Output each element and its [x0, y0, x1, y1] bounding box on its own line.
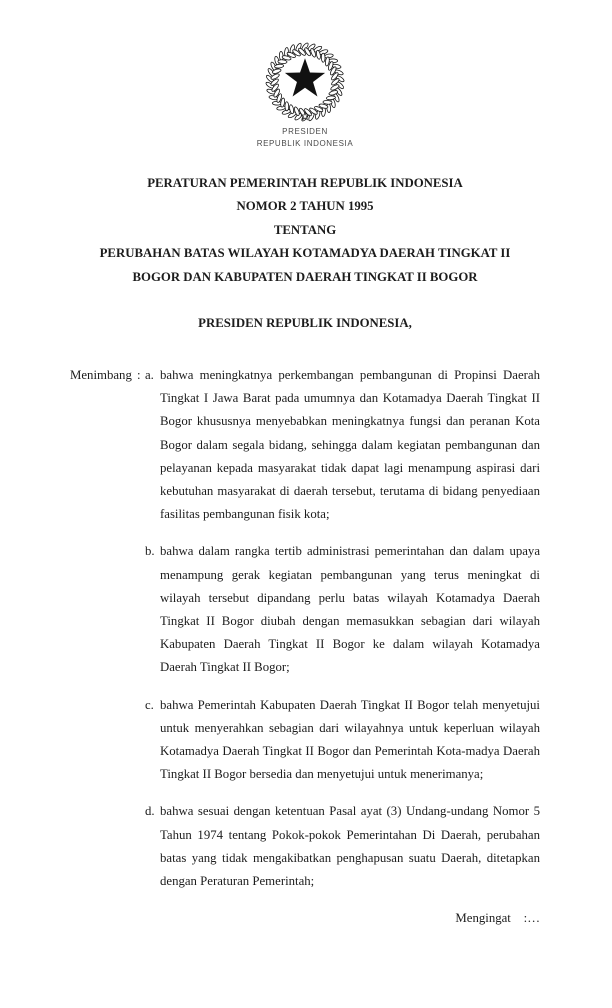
considerations-list: [145, 364, 540, 893]
presidential-emblem: [70, 38, 540, 150]
considerations-section: [70, 364, 540, 893]
salutation: PRESIDEN REPUBLIK INDONESIA,: [198, 316, 412, 331]
item-text: bahwa sesuai dengan ketentuan Pasal ayat (3) Undang-undang Nomor 5 Tahun 1974 tentang Pokok-pokok Pemerintahan Di Daerah, perubahan batas yang tidak mengakibatkan penghapusan suatu Daerah, ditetapkan dengan Peraturan Pemerintah;: [160, 804, 540, 889]
title-line-regulation: PERATURAN PEMERINTAH REPUBLIK INDONESIA: [147, 176, 463, 190]
item-marker: a.: [145, 368, 154, 383]
page-continuation-catchword: Mengingat :…: [455, 911, 540, 926]
title-line-number: NOMOR 2 TAHUN 1995: [236, 199, 374, 214]
document-title: [70, 172, 540, 289]
clause-colon: :: [137, 368, 141, 383]
item-marker: c.: [145, 697, 154, 712]
item-text: bahwa dalam rangka tertib administrasi pemerintahan dan dalam upaya menampung gerak kegiatan pembangunan yang terus meningkat di wilayah tersebut dipandang perlu batas wilayah Kotamadya Daerah Tingkat II Bogor diubah dengan memasukkan sebagian dari wilayah Kabupaten Daerah Tingkat II Bogor ke dalam wilayah Kotamadya Daerah Tingkat II Bogor;: [160, 544, 540, 675]
title-line-tentang: TENTANG: [273, 222, 337, 237]
star-icon: [285, 58, 325, 96]
item-text: bahwa meningkatnya perkembangan pembangunan di Propinsi Daerah Tingkat I Jawa Barat pada umumnya dan Kotamadya Daerah Tingkat II Bogor khususnya menyebabkan meningkatnya fungsi dan peranan Kota Bogor dalam segala bidang, sehingga dalam kegiatan pembangunan dan pelayanan kepada masyarakat tidak dapat lagi menampung aspirasi dari kebutuhan masyarakat di daerah tersebut, terutama di bidang penyediaan fasilitas pembangunan fisik kota;: [160, 368, 540, 522]
item-marker: d.: [145, 804, 155, 819]
consideration-item-b: [145, 540, 540, 679]
title-line-subject-1: PERUBAHAN BATAS WILAYAH KOTAMADYA DAERAH TINGKAT II: [99, 246, 511, 261]
title-line-subject-2: BOGOR DAN KABUPATEN DAERAH TINGKAT II BOGOR: [132, 269, 478, 284]
item-marker: b.: [145, 544, 155, 559]
consideration-item-a: [145, 364, 540, 526]
consideration-item-d: [145, 800, 540, 893]
emblem-label-presiden: PRESIDEN: [282, 127, 328, 136]
consideration-item-c: [145, 694, 540, 787]
emblem-label-republik-indonesia: REPUBLIK INDONESIA: [256, 139, 354, 148]
clause-term: Menimbang: [70, 368, 132, 383]
star-in-wreath-icon: [261, 38, 349, 126]
item-text: bahwa Pemerintah Kabupaten Daerah Tingkat II Bogor telah menyetujui untuk menyerahkan sebagian dari wilayahnya untuk keperluan wilayah Kotamadya Daerah Tingkat II Bogor dan Pemerintah Kota-madya Daerah Tingkat II Bogor bersedia dan menyetujui untuk menerimanya;: [160, 697, 540, 782]
